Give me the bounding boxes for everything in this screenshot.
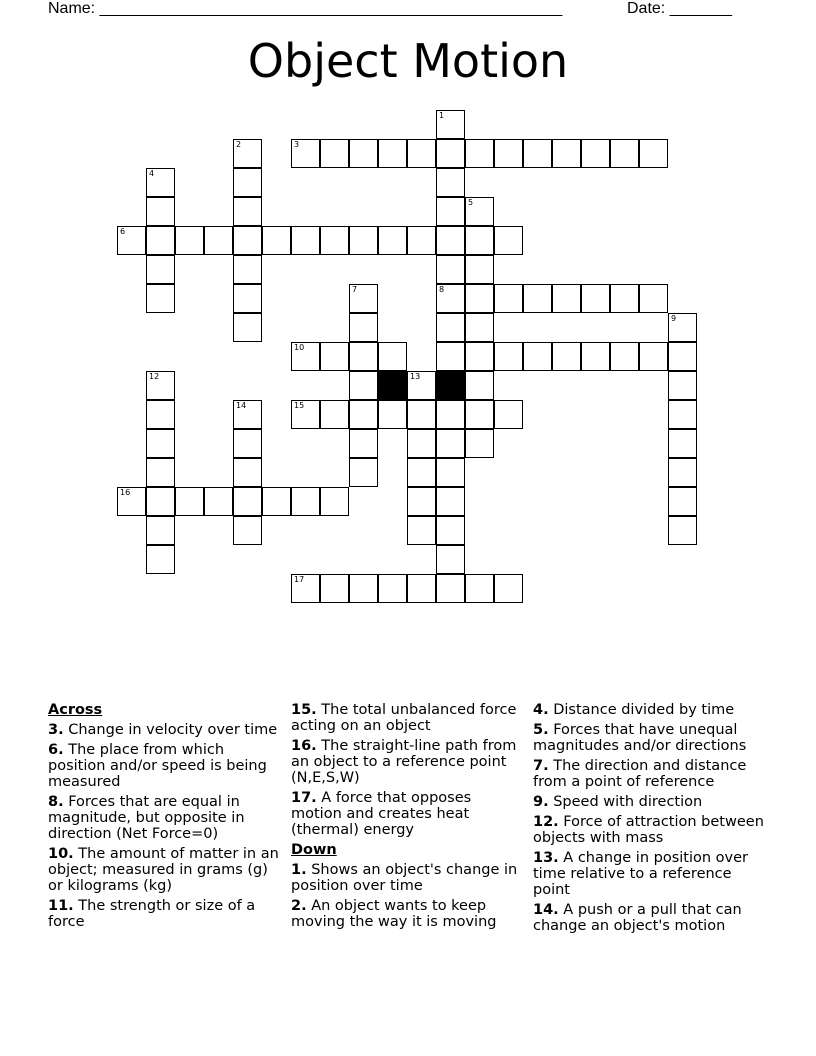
date-field[interactable]: Date: _______ <box>627 0 732 17</box>
grid-cell[interactable] <box>639 342 668 371</box>
grid-cell[interactable] <box>407 516 436 545</box>
grid-cell[interactable] <box>407 400 436 429</box>
grid-cell[interactable] <box>407 458 436 487</box>
grid-cell[interactable] <box>378 342 407 371</box>
cell-number: 9 <box>671 314 677 323</box>
clue-number: 9. <box>533 794 549 810</box>
grid-cell[interactable] <box>146 371 175 400</box>
cell-number: 17 <box>294 575 305 584</box>
grid-cell[interactable] <box>233 458 262 487</box>
grid-cell[interactable] <box>436 458 465 487</box>
grid-cell[interactable] <box>465 342 494 371</box>
clue-item <box>48 742 280 790</box>
clue-text: The strength or size of a force <box>48 898 256 930</box>
clue-text: A change in position over time relative to a reference point <box>533 850 749 898</box>
cell-number: 16 <box>120 488 131 497</box>
grid-cell[interactable] <box>233 516 262 545</box>
clue-text: Forces that are equal in magnitude, but opposite in direction (Net Force=0) <box>48 794 245 842</box>
grid-cell[interactable] <box>639 139 668 168</box>
clue-item <box>533 722 765 754</box>
clue-text: The straight-line path from an object to a reference point (N,E,S,W) <box>291 738 517 786</box>
clue-item <box>48 898 280 930</box>
grid-cell[interactable] <box>436 168 465 197</box>
grid-cell[interactable] <box>233 168 262 197</box>
grid-cell[interactable] <box>407 139 436 168</box>
grid-cell[interactable] <box>146 458 175 487</box>
grid-cell[interactable] <box>146 197 175 226</box>
grid-cell[interactable] <box>668 371 697 400</box>
grid-cell[interactable] <box>349 574 378 603</box>
clue-number: 12. <box>533 814 559 830</box>
section-heading: Down <box>291 842 337 858</box>
grid-cell[interactable] <box>320 400 349 429</box>
cell-number: 4 <box>149 169 155 178</box>
grid-cell[interactable] <box>349 139 378 168</box>
grid-cell[interactable] <box>378 139 407 168</box>
grid-cell[interactable] <box>146 284 175 313</box>
grid-cell[interactable] <box>233 429 262 458</box>
grid-cell[interactable] <box>494 284 523 313</box>
grid-cell[interactable] <box>436 284 465 313</box>
grid-cell[interactable] <box>465 284 494 313</box>
grid-cell[interactable] <box>436 400 465 429</box>
grid-cell[interactable] <box>146 400 175 429</box>
blocked-cell <box>378 371 407 400</box>
clue-number: 11. <box>48 898 74 914</box>
cell-number: 2 <box>236 140 242 149</box>
grid-cell[interactable] <box>349 313 378 342</box>
cell-number: 6 <box>120 227 126 236</box>
clue-column-3 <box>533 702 765 938</box>
grid-cell[interactable] <box>436 574 465 603</box>
grid-cell[interactable] <box>523 342 552 371</box>
grid-cell[interactable] <box>320 487 349 516</box>
grid-cell[interactable] <box>465 371 494 400</box>
clue-column-1 <box>48 702 280 934</box>
clue-item <box>533 702 765 718</box>
clue-number: 13. <box>533 850 559 866</box>
grid-cell[interactable] <box>552 139 581 168</box>
clue-item <box>533 794 765 810</box>
grid-cell[interactable] <box>639 284 668 313</box>
grid-cell[interactable] <box>233 487 262 516</box>
clue-text: The total unbalanced force acting on an object <box>291 702 517 734</box>
grid-cell[interactable] <box>494 400 523 429</box>
grid-cell[interactable] <box>175 226 204 255</box>
grid-cell[interactable] <box>436 226 465 255</box>
grid-cell[interactable] <box>494 574 523 603</box>
grid-cell[interactable] <box>407 574 436 603</box>
cell-number: 7 <box>352 285 358 294</box>
grid-cell[interactable] <box>320 342 349 371</box>
cell-number: 12 <box>149 372 160 381</box>
clue-text: Distance divided by time <box>548 702 735 718</box>
grid-cell[interactable] <box>349 458 378 487</box>
grid-cell[interactable] <box>349 429 378 458</box>
clue-number: 1. <box>291 862 307 878</box>
grid-cell[interactable] <box>668 516 697 545</box>
grid-cell[interactable] <box>465 313 494 342</box>
cell-number: 3 <box>294 140 300 149</box>
grid-cell[interactable] <box>233 139 262 168</box>
grid-cell[interactable] <box>668 429 697 458</box>
clue-number: 3. <box>48 722 64 738</box>
grid-cell[interactable] <box>233 400 262 429</box>
section-heading: Across <box>48 702 103 718</box>
grid-cell[interactable] <box>146 168 175 197</box>
page-title: Object Motion <box>247 34 569 88</box>
cell-number: 15 <box>294 401 305 410</box>
grid-cell[interactable] <box>668 342 697 371</box>
grid-cell[interactable] <box>494 342 523 371</box>
grid-cell[interactable] <box>349 226 378 255</box>
grid-cell[interactable] <box>291 342 320 371</box>
clue-text: Force of attraction between objects with mass <box>533 814 764 846</box>
clue-item <box>48 846 280 894</box>
grid-cell[interactable] <box>349 342 378 371</box>
grid-cell[interactable] <box>581 139 610 168</box>
clue-number: 2. <box>291 898 307 914</box>
grid-cell[interactable] <box>146 545 175 574</box>
grid-cell[interactable] <box>436 139 465 168</box>
grid-cell[interactable] <box>204 226 233 255</box>
grid-cell[interactable] <box>146 487 175 516</box>
clue-text: Speed with direction <box>548 794 703 810</box>
clue-item <box>48 722 280 738</box>
grid-cell[interactable] <box>465 574 494 603</box>
grid-cell[interactable] <box>436 342 465 371</box>
cell-number: 10 <box>294 343 305 352</box>
grid-cell[interactable] <box>349 371 378 400</box>
grid-cell[interactable] <box>175 487 204 516</box>
clue-item <box>291 862 523 894</box>
grid-cell[interactable] <box>494 226 523 255</box>
grid-cell[interactable] <box>465 226 494 255</box>
grid-cell[interactable] <box>204 487 233 516</box>
clue-number: 10. <box>48 846 74 862</box>
grid-cell[interactable] <box>378 226 407 255</box>
grid-cell[interactable] <box>407 429 436 458</box>
clue-text: The place from which position and/or speed is being measured <box>48 742 267 790</box>
grid-cell[interactable] <box>610 139 639 168</box>
grid-cell[interactable] <box>436 255 465 284</box>
cell-number: 13 <box>410 372 421 381</box>
clue-text: An object wants to keep moving the way it is moving <box>291 898 497 930</box>
clue-item <box>291 898 523 930</box>
clue-text: Shows an object's change in position over time <box>291 862 518 894</box>
grid-cell[interactable] <box>581 342 610 371</box>
grid-cell[interactable] <box>436 545 465 574</box>
grid-cell[interactable] <box>523 139 552 168</box>
grid-cell[interactable] <box>436 110 465 139</box>
clue-text: Forces that have unequal magnitudes and/or directions <box>533 722 747 754</box>
grid-cell[interactable] <box>320 139 349 168</box>
grid-cell[interactable] <box>436 429 465 458</box>
grid-cell[interactable] <box>262 226 291 255</box>
clue-item <box>291 738 523 786</box>
grid-cell[interactable] <box>320 226 349 255</box>
cell-number: 8 <box>439 285 445 294</box>
clue-number: 4. <box>533 702 549 718</box>
name-field[interactable]: Name: ____________________________________________________ <box>48 0 563 17</box>
clue-item <box>291 790 523 838</box>
clue-text: A push or a pull that can change an object's motion <box>533 902 742 934</box>
grid-cell[interactable] <box>291 574 320 603</box>
clue-item <box>533 902 765 934</box>
grid-cell[interactable] <box>523 284 552 313</box>
grid-cell[interactable] <box>668 400 697 429</box>
blocked-cell <box>436 371 465 400</box>
clue-item <box>48 794 280 842</box>
grid-cell[interactable] <box>233 255 262 284</box>
grid-cell[interactable] <box>291 139 320 168</box>
grid-cell[interactable] <box>378 574 407 603</box>
grid-cell[interactable] <box>436 516 465 545</box>
grid-cell[interactable] <box>233 284 262 313</box>
grid-cell[interactable] <box>436 487 465 516</box>
grid-cell[interactable] <box>552 284 581 313</box>
grid-cell[interactable] <box>668 313 697 342</box>
clue-text: A force that opposes motion and creates heat (thermal) energy <box>291 790 472 838</box>
grid-cell[interactable] <box>233 197 262 226</box>
grid-cell[interactable] <box>436 313 465 342</box>
grid-cell[interactable] <box>233 226 262 255</box>
clue-number: 15. <box>291 702 317 718</box>
grid-cell[interactable] <box>291 400 320 429</box>
grid-cell[interactable] <box>465 400 494 429</box>
grid-cell[interactable] <box>146 226 175 255</box>
grid-cell[interactable] <box>610 284 639 313</box>
clue-number: 7. <box>533 758 549 774</box>
grid-cell[interactable] <box>407 371 436 400</box>
grid-cell[interactable] <box>378 400 407 429</box>
grid-cell[interactable] <box>117 226 146 255</box>
grid-cell[interactable] <box>668 458 697 487</box>
grid-cell[interactable] <box>465 429 494 458</box>
clue-item <box>533 814 765 846</box>
clue-number: 8. <box>48 794 64 810</box>
grid-cell[interactable] <box>581 284 610 313</box>
grid-cell[interactable] <box>291 487 320 516</box>
grid-cell[interactable] <box>146 429 175 458</box>
cell-number: 5 <box>468 198 474 207</box>
clue-number: 17. <box>291 790 317 806</box>
grid-cell[interactable] <box>465 139 494 168</box>
cell-number: 14 <box>236 401 247 410</box>
grid-cell[interactable] <box>233 313 262 342</box>
grid-cell[interactable] <box>262 487 291 516</box>
grid-cell[interactable] <box>552 342 581 371</box>
clue-item <box>533 850 765 898</box>
grid-cell[interactable] <box>117 487 146 516</box>
clue-number: 6. <box>48 742 64 758</box>
clue-number: 16. <box>291 738 317 754</box>
grid-cell[interactable] <box>320 574 349 603</box>
clue-column-2 <box>291 702 523 934</box>
grid-cell[interactable] <box>146 516 175 545</box>
clue-text: The amount of matter in an object; measured in grams (g) or kilograms (kg) <box>48 846 279 894</box>
grid-cell[interactable] <box>407 226 436 255</box>
grid-cell[interactable] <box>494 139 523 168</box>
cell-number: 1 <box>439 111 445 120</box>
grid-cell[interactable] <box>465 255 494 284</box>
clue-number: 14. <box>533 902 559 918</box>
grid-cell[interactable] <box>465 197 494 226</box>
grid-cell[interactable] <box>349 400 378 429</box>
clue-item <box>533 758 765 790</box>
grid-cell[interactable] <box>668 487 697 516</box>
grid-cell[interactable] <box>407 487 436 516</box>
clue-text: Change in velocity over time <box>63 722 278 738</box>
clue-number: 5. <box>533 722 549 738</box>
clue-item <box>291 702 523 734</box>
grid-cell[interactable] <box>146 255 175 284</box>
grid-cell[interactable] <box>291 226 320 255</box>
grid-cell[interactable] <box>436 197 465 226</box>
clue-text: The direction and distance from a point of reference <box>533 758 747 790</box>
grid-cell[interactable] <box>610 342 639 371</box>
grid-cell[interactable] <box>349 284 378 313</box>
